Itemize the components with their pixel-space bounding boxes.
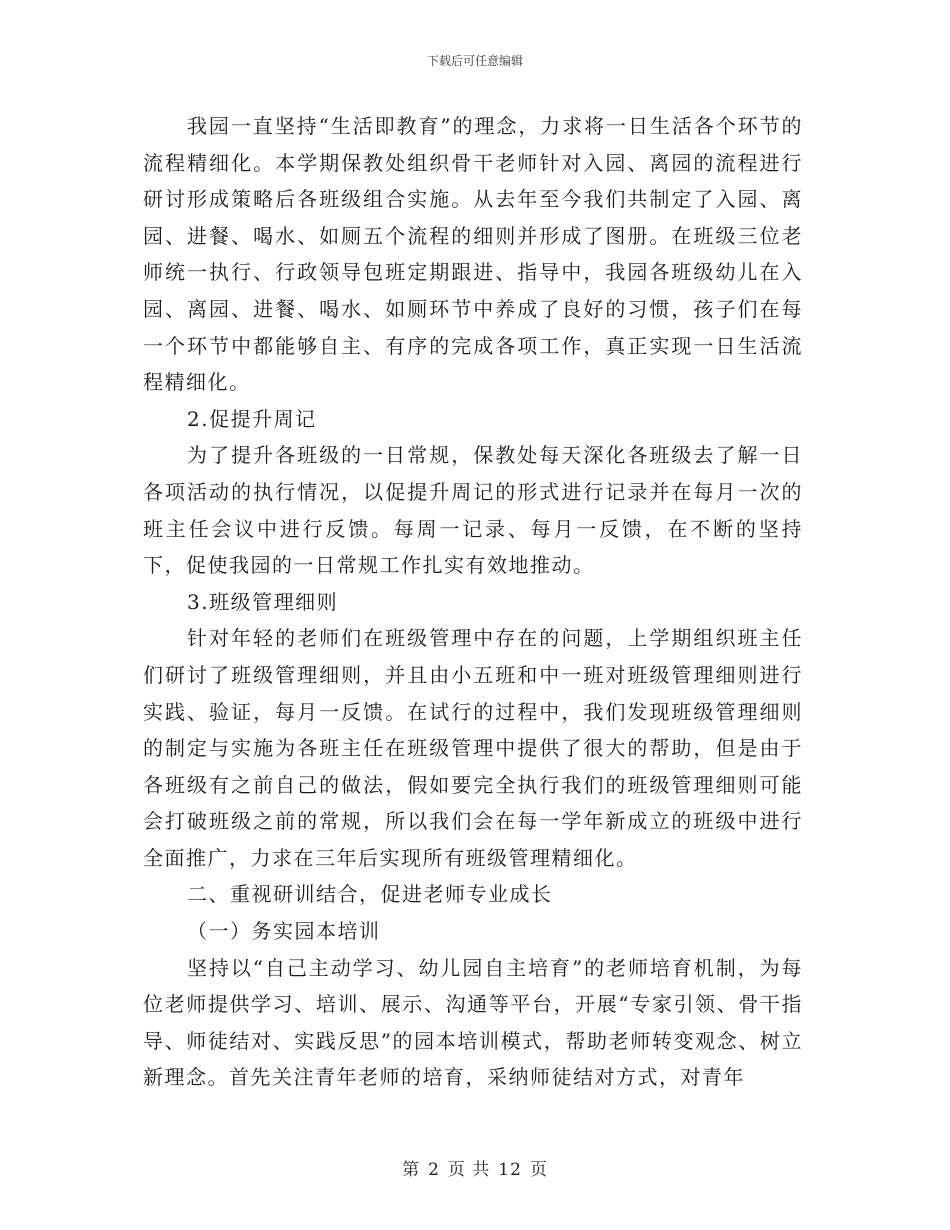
paragraph-routine-flow: 我园一直坚持“生活即教育”的理念，力求将一日生活各个环节的流程精细化。本学期保教处组织骨干老师针对入园、离园的流程进行研讨形成策略后各班级组合实施。从去年至今我们共制定了入园、离园、进餐、喝水、如厕五个流程的细则并形成了图册。在班级三位老师统一执行、行政领导包班定期跟进、指导中，我园各班级幼儿在入园、离园、进餐、喝水、如厕环节中养成了良好的习惯，孩子们在每一个环节中都能够自主、有序的完成各项工作，真正实现一日生活流程精细化。 (143, 114, 803, 395)
heading-section-two: 二、重视研训结合，促进老师专业成长 (187, 882, 553, 907)
paragraph-training: 坚持以“自己主动学习、幼儿园自主培育”的老师培育机制，为每位老师提供学习、培训、展示、沟通等平台，开展“专家引领、骨干指导、师徒结对、实践反思”的园本培训模式，帮助老师转变观念、树立新理念。首先关注青年老师的培育，采纳师徒结对方式，对青年 (143, 955, 803, 1090)
page-header: 下载后可任意编辑 (426, 54, 523, 68)
footer-suffix: 页 (529, 1160, 548, 1180)
current-page-number: 2 (428, 1160, 440, 1180)
heading-subsection-one: （一）务实园本培训 (187, 919, 381, 944)
page-footer (0, 1155, 950, 1180)
paragraph-class-management: 针对年轻的老师们在班级管理中存在的问题，上学期组织班主任们研讨了班级管理细则，并且由小五班和中一班对班级管理细则进行实践、验证，每月一反馈。在试行的过程中，我们发现班级管理细则的制定与实施为各班主任在班级管理中提供了很大的帮助，但是由于各班级有之前自己的做法，假如要完全执行我们的班级管理细则可能会打破班级之前的常规，所以我们会在每一学年新成立的班级中进行全面推广，力求在三年后实现所有班级管理精细化。 (143, 626, 803, 870)
paragraph-weekly-notes: 为了提升各班级的一日常规，保教处每天深化各班级去了解一日各项活动的执行情况，以促提升周记的形式进行记录并在每月一次的班主任会议中进行反馈。每周一记录、每月一反馈，在不断的坚持下，促使我园的一日常规工作扎实有效地推动。 (143, 443, 803, 578)
footer-middle: 页 共 (447, 1160, 491, 1180)
footer-prefix: 第 (402, 1160, 421, 1180)
document-body (143, 108, 803, 1096)
heading-weekly-notes: 2.促提升周记 (187, 406, 317, 431)
total-page-count: 12 (498, 1160, 522, 1180)
heading-class-management: 3.班级管理细则 (187, 589, 339, 614)
